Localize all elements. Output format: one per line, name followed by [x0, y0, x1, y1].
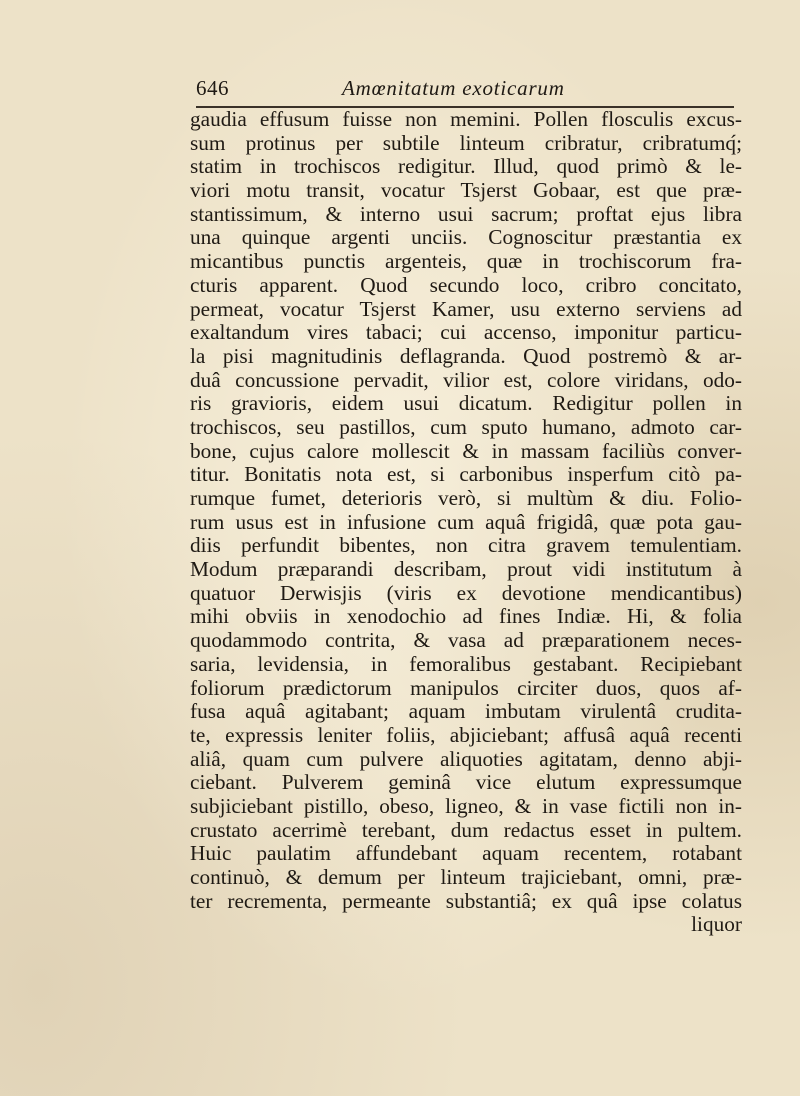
text-line: una quinque argenti unciis. Cognoscitur præstantia ex: [190, 225, 742, 250]
text-line: subjiciebant pistillo, obeso, ligneo, & in vase fictili non in-: [190, 793, 742, 818]
text-line: permeat, vocatur Tsjerst Kamer, usu externo serviens ad: [190, 296, 742, 321]
text-line: gaudia effusum fuisse non memini. Pollen flosculis excus-: [190, 107, 742, 131]
page-number: 646: [196, 76, 229, 100]
text-line: Huic paulatim affundebant aquam recentem, rotabant: [190, 841, 742, 866]
text-line: trochiscos, seu pastillos, cum sputo humano, admoto car-: [190, 414, 742, 439]
running-title: Amœnitatum exoticarum: [342, 76, 565, 100]
text-line: quodammodo contrita, & vasa ad præparationem neces-: [190, 628, 742, 653]
text-line: ris gravioris, eidem usui dicatum. Redigitur pollen in: [190, 391, 742, 416]
text-line: duâ concussione pervadit, vilior est, colore viridans, odo-: [190, 367, 742, 392]
text-line: aliâ, quam cum pulvere aliquoties agitatam, denno abji-: [190, 746, 742, 771]
catchword: liquor: [691, 912, 742, 937]
text-line: micantibus punctis argenteis, quæ in trochiscorum fra-: [190, 249, 742, 274]
text-line: la pisi magnitudinis deflagranda. Quod postremò & ar-: [190, 343, 742, 368]
text-line: stantissimum, & interno usui sacrum; proftat ejus libra: [190, 201, 742, 226]
text-line: ter recrementa, permeante substantiâ; ex quâ ipse colatus: [190, 888, 742, 913]
text-line: fusa aquâ agitabant; aquam imbutam virulentâ crudita-: [190, 699, 742, 724]
text-line: bone, cujus calore mollescit & in massam faciliùs conver-: [190, 438, 742, 463]
text-line: titur. Bonitatis nota est, si carbonibus insperfum citò pa-: [190, 462, 742, 487]
text-line: rumque fumet, deterioris verò, si multùm & diu. Folio-: [190, 486, 742, 510]
page-header: [196, 76, 734, 106]
text-line: ciebant. Pulverem geminâ vice elutum expressumque: [190, 770, 742, 795]
text-line: saria, levidensia, in femoralibus gestabant. Recipiebant: [190, 651, 742, 676]
text-line: cturis apparent. Quod secundo loco, cribro concitato,: [190, 272, 742, 297]
text-line: foliorum prædictorum manipulos circiter duos, quos af-: [190, 675, 742, 700]
text-line: sum protinus per subtile linteum cribratur, cribratumq́;: [190, 130, 742, 155]
body-text: [190, 108, 742, 937]
text-line: diis perfundit bibentes, non citra gravem temulentiam.: [190, 533, 742, 558]
text-line: te, expressis leniter foliis, abjiciebant; affusâ aquâ recenti: [190, 722, 742, 747]
text-line: Modum præparandi describam, prout vidi institutum à: [190, 557, 742, 582]
text-line: mihi obviis in xenodochio ad fines Indiæ. Hi, & folia: [190, 604, 742, 629]
text-line: crustato acerrimè terebant, dum redactus esset in pultem.: [190, 817, 742, 842]
text-line: rum usus est in infusione cum aquâ frigidâ, quæ pota gau-: [190, 509, 742, 534]
text-line: exaltandum vires tabaci; cui accenso, imponitur particu-: [190, 320, 742, 345]
text-line: quatuor Derwisjis (viris ex devotione mendicantibus): [190, 580, 742, 605]
text-line: statim in trochiscos redigitur. Illud, quod primò & le-: [190, 154, 742, 179]
text-line: continuò, & demum per linteum trajiciebant, omni, præ-: [190, 865, 742, 889]
text-line: viori motu transit, vocatur Tsjerst Gobaar, est que præ-: [190, 178, 742, 203]
